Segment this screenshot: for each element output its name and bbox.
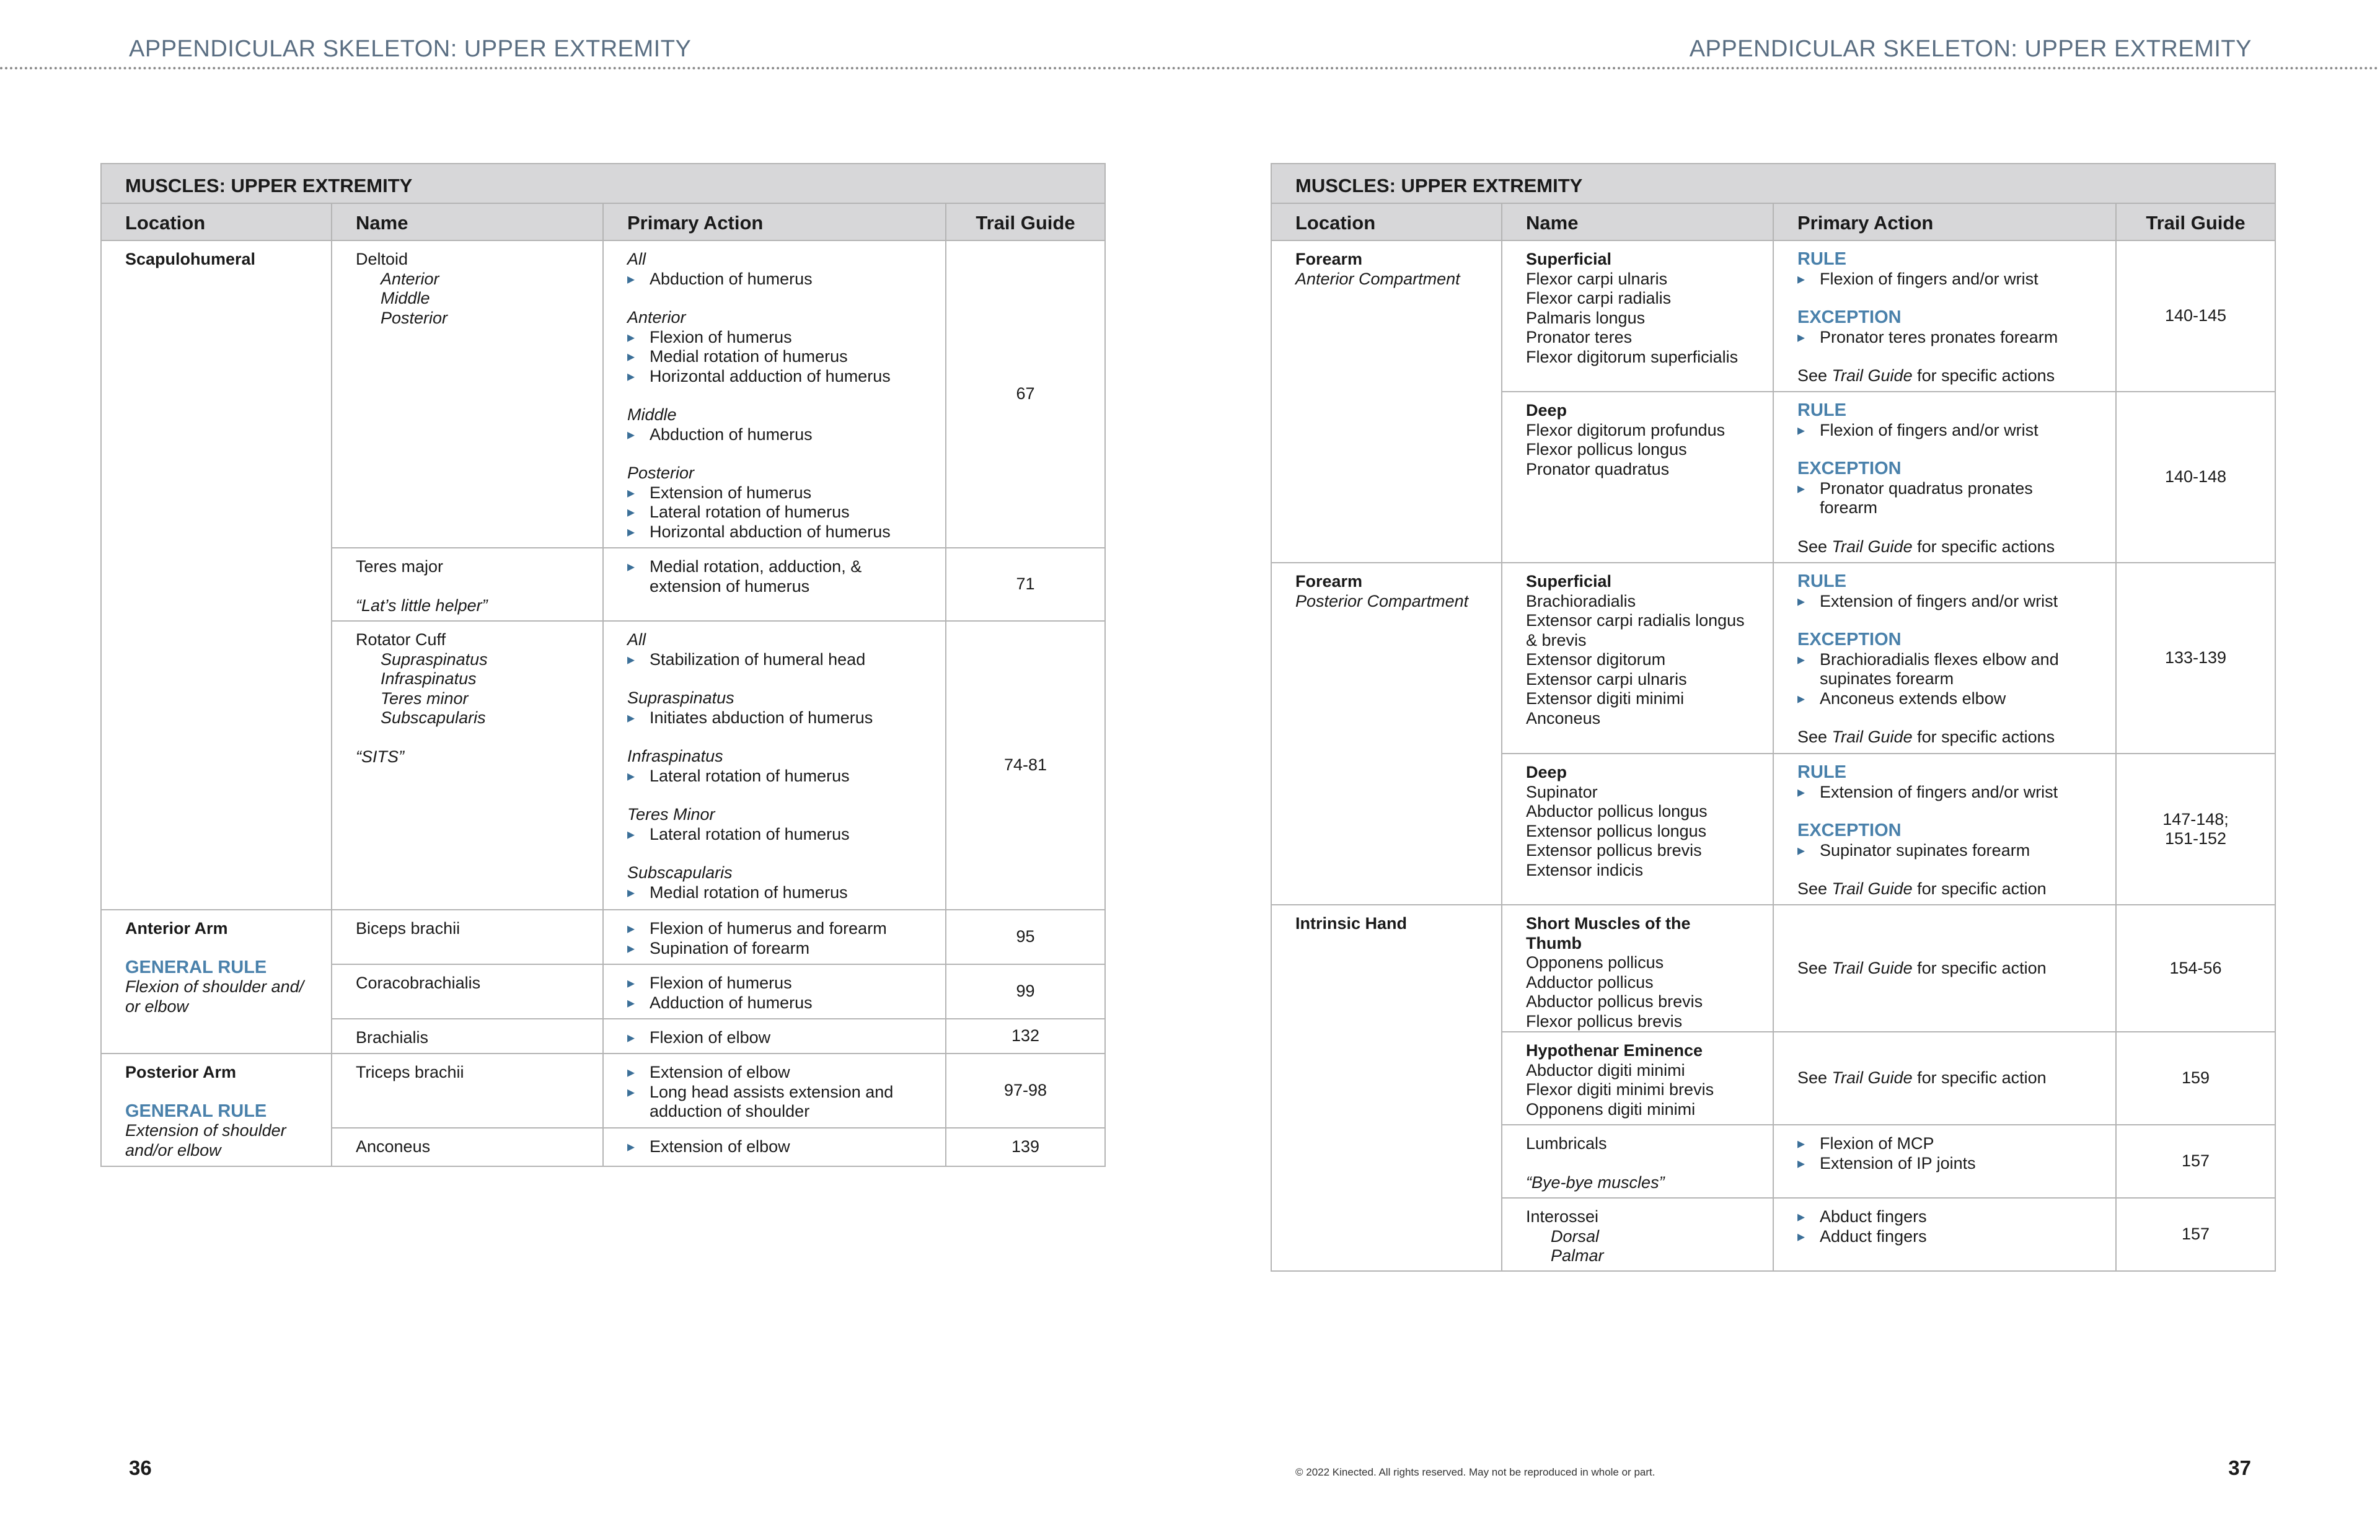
muscle-name: Pronator teres (1526, 328, 1633, 346)
muscle-name: Abductor digiti minimi (1526, 1060, 1685, 1080)
location-title: Scapulohumeral (125, 250, 256, 268)
action-cell (1773, 240, 2116, 392)
action-item: ▸ Lateral rotation of humerus (627, 767, 922, 786)
action-cell (1773, 392, 2116, 563)
muscle-name: Opponens digiti minimi (1526, 1099, 1696, 1119)
name-cell (332, 621, 603, 910)
action-group-label: All (627, 630, 646, 649)
action-cell (603, 240, 946, 548)
action-group-label: Middle (627, 405, 677, 424)
see-trail-guide-note: See Trail Guide for specific actions (1797, 366, 2055, 385)
action-cell (603, 1128, 946, 1166)
muscle-subpart: Dorsal (1551, 1226, 1600, 1246)
table-row (1271, 563, 2275, 754)
location-title: Anterior Arm (125, 919, 228, 938)
col-header-trail-guide: Trail Guide (2116, 203, 2275, 240)
action-item: ▸ Supinator supinates forearm (1797, 841, 2092, 861)
action-item: ▸ Flexion of fingers and/or wrist (1797, 270, 2092, 289)
muscle-nickname: “Bye-bye muscles” (1526, 1173, 1665, 1192)
muscle-name: Pronator quadratus (1526, 459, 1670, 478)
action-item: ▸ Extension of fingers and/or wrist (1797, 783, 2092, 803)
muscle-group-name: Deep (1526, 763, 1567, 781)
muscle-name: Flexor carpi ulnaris (1526, 269, 1668, 288)
muscle-name: Flexor digiti minimi brevis (1526, 1080, 1714, 1099)
action-cell (1773, 1198, 2116, 1271)
action-item: ▸ Medial rotation of humerus (627, 347, 922, 367)
trail-guide-cell: 140-148 (2116, 392, 2275, 563)
action-item: ▸ Flexion of MCP (1797, 1134, 2092, 1154)
name-cell (332, 1128, 603, 1166)
table-row (1271, 905, 2275, 1032)
location-cell (1271, 905, 1502, 1271)
action-cell (603, 548, 946, 621)
name-cell (332, 1019, 603, 1054)
general-rule-label: GENERAL RULE (125, 957, 267, 977)
location-cell (101, 1054, 332, 1166)
rule-label: RULE (1797, 762, 1846, 782)
col-header-name: Name (1502, 203, 1773, 240)
trail-guide-cell: 133-139 (2116, 563, 2275, 754)
col-header-trail-guide: Trail Guide (946, 203, 1105, 240)
rule-label: RULE (1797, 249, 1846, 269)
name-cell (332, 1054, 603, 1128)
muscle-subpart: Infraspinatus (381, 669, 477, 688)
action-item: ▸ Lateral rotation of humerus (627, 503, 922, 522)
table-title: MUSCLES: UPPER EXTREMITY (101, 164, 1105, 203)
action-item: ▸ Flexion of elbow (627, 1028, 922, 1048)
action-cell (603, 621, 946, 910)
action-cell (603, 910, 946, 964)
muscle-name: Brachioradialis (1526, 591, 1636, 610)
trail-guide-line: 151-152 (2164, 829, 2227, 848)
action-item: ▸ Extension of elbow (627, 1063, 922, 1083)
muscle-name: Brachialis (356, 1028, 429, 1047)
muscle-name: Extensor indicis (1526, 860, 1644, 879)
muscle-name: Palmaris longus (1526, 308, 1646, 327)
action-item: ▸ Brachioradialis flexes elbow and supinates forearm (1797, 650, 2092, 689)
action-item: ▸ Stabilization of humeral head (627, 650, 922, 670)
muscle-name: Extensor digiti minimi (1526, 689, 1685, 708)
muscle-name: Extensor carpi ulnaris (1526, 669, 1687, 689)
muscle-nickname: “Lat’s little helper” (356, 596, 488, 615)
trail-guide-cell: 74-81 (946, 621, 1105, 910)
action-item: ▸ Medial rotation of humerus (627, 883, 922, 903)
muscle-name: Extensor pollicus longus (1526, 821, 1707, 840)
col-header-primary-action: Primary Action (603, 203, 946, 240)
trail-guide-cell: 99 (946, 964, 1105, 1019)
trail-guide-line: 147-148; (2162, 809, 2229, 829)
action-item: ▸ Extension of humerus (627, 483, 922, 503)
col-header-location: Location (101, 203, 332, 240)
running-head-right: APPENDICULAR SKELETON: UPPER EXTREMITY (1689, 36, 2252, 62)
table-row (101, 910, 1105, 964)
muscle-name: Flexor digitorum superficialis (1526, 347, 1739, 366)
muscle-group-name: Hypothenar Eminence (1526, 1041, 1703, 1060)
muscle-name: Triceps brachii (356, 1063, 464, 1081)
action-item: ▸ Long head assists extension and adduction of shoulder (627, 1083, 922, 1122)
muscle-name: Flexor pollicus brevis (1526, 1011, 1683, 1031)
muscle-subpart: Subscapularis (381, 708, 486, 727)
table-row (1271, 240, 2275, 392)
exception-label: EXCEPTION (1797, 630, 1902, 649)
trail-guide-cell: 132 (946, 1019, 1105, 1054)
action-item: ▸ Supination of forearm (627, 939, 922, 959)
trail-guide-cell: 140-145 (2116, 240, 2275, 392)
muscle-name: Adductor pollicus (1526, 972, 1654, 992)
table-row (101, 1054, 1105, 1128)
action-item: ▸ Initiates abduction of humerus (627, 708, 922, 728)
action-item: ▸ Extension of IP joints (1797, 1154, 2092, 1174)
muscle-name: Flexor pollicus longus (1526, 440, 1687, 459)
action-item: ▸ Horizontal abduction of humerus (627, 522, 922, 542)
muscle-name: Abductor pollicus longus (1526, 802, 1708, 821)
action-item: ▸ Abduction of humerus (627, 425, 922, 445)
action-group-label: Infraspinatus (627, 747, 723, 765)
general-rule-text: Flexion of shoulder and/ or elbow (125, 977, 304, 1016)
action-group-label: Subscapularis (627, 863, 733, 882)
name-cell (1502, 905, 1773, 1032)
action-item: ▸ Abduct fingers (1797, 1207, 2092, 1227)
action-group-label: All (627, 250, 646, 268)
muscle-name: Flexor digitorum profundus (1526, 420, 1726, 439)
exception-label: EXCEPTION (1797, 307, 1902, 327)
see-trail-guide-note: See Trail Guide for specific actions (1797, 537, 2055, 556)
name-cell (1502, 1032, 1773, 1125)
muscle-name: Lumbricals (1526, 1134, 1607, 1153)
muscle-subpart: Teres minor (381, 689, 469, 708)
muscles-table-right (1271, 163, 2276, 1272)
see-trail-guide-note: See Trail Guide for specific action (1797, 879, 2047, 898)
action-item: ▸ Flexion of humerus (627, 974, 922, 993)
location-cell (101, 240, 332, 910)
name-cell (1502, 392, 1773, 563)
rule-label: RULE (1797, 400, 1846, 420)
table-title: MUSCLES: UPPER EXTREMITY (1271, 164, 2275, 203)
name-cell (1502, 240, 1773, 392)
muscle-name: Extensor pollicus brevis (1526, 841, 1702, 860)
action-cell (1773, 563, 2116, 754)
location-compartment: Anterior Compartment (1295, 269, 1460, 288)
action-item: ▸ Pronator teres pronates forearm (1797, 328, 2092, 348)
name-cell (1502, 563, 1773, 754)
name-cell (332, 910, 603, 964)
action-item: ▸ Adduction of humerus (627, 993, 922, 1013)
page-number-left: 36 (129, 1456, 152, 1479)
muscle-name: Anconeus (1526, 708, 1601, 728)
trail-guide-cell (2116, 754, 2275, 905)
trail-guide-cell: 139 (946, 1128, 1105, 1166)
action-item: ▸ Medial rotation, adduction, & extension of humerus (627, 557, 922, 596)
muscle-subpart: Palmar (1551, 1246, 1604, 1265)
action-group-label: Teres Minor (627, 805, 715, 824)
muscle-group-name: Short Muscles of the Thumb (1526, 914, 1691, 953)
action-item: ▸ Lateral rotation of humerus (627, 825, 922, 845)
action-group-label: Posterior (627, 464, 695, 482)
muscle-group-name: Superficial (1526, 572, 1612, 591)
location-cell (1271, 563, 1502, 905)
muscle-name: Biceps brachii (356, 919, 461, 938)
see-trail-guide-note: See Trail Guide for specific actions (1797, 728, 2055, 746)
action-item: ▸ Flexion of fingers and/or wrist (1797, 421, 2092, 441)
action-cell (1773, 905, 2116, 1032)
trail-guide-cell: 67 (946, 240, 1105, 548)
muscle-name: Supinator (1526, 782, 1598, 801)
name-cell (1502, 1198, 1773, 1271)
table-row (101, 240, 1105, 548)
col-header-name: Name (332, 203, 603, 240)
action-item: ▸ Horizontal adduction of humerus (627, 367, 922, 387)
see-trail-guide-note: See Trail Guide for specific action (1797, 958, 2047, 977)
action-cell (1773, 1125, 2116, 1198)
action-item: ▸ Abduction of humerus (627, 270, 922, 289)
copyright-notice: © 2022 Kinected. All rights reserved. May not be reproduced in whole or part. (1295, 1466, 1655, 1478)
muscle-name: Rotator Cuff (356, 630, 446, 649)
muscles-table-left (100, 163, 1106, 1167)
name-cell (332, 964, 603, 1019)
muscle-name: Interossei (1526, 1207, 1599, 1226)
action-item: ▸ Pronator quadratus pronates forearm (1797, 479, 2092, 518)
action-cell (1773, 754, 2116, 905)
location-title: Forearm (1295, 250, 1363, 268)
rule-label: RULE (1797, 571, 1846, 591)
action-item: ▸ Anconeus extends elbow (1797, 689, 2092, 709)
action-group-label: Supraspinatus (627, 689, 734, 707)
location-cell (101, 910, 332, 1054)
action-group-label: Anterior (627, 308, 686, 327)
trail-guide-cell: 154-56 (2116, 905, 2275, 1032)
muscle-name: Abductor pollicus brevis (1526, 992, 1703, 1011)
running-head-left: APPENDICULAR SKELETON: UPPER EXTREMITY (129, 36, 692, 62)
name-cell (1502, 754, 1773, 905)
muscle-group-name: Deep (1526, 401, 1567, 420)
trail-guide-cell: 157 (2116, 1198, 2275, 1271)
muscle-name: Flexor carpi radialis (1526, 289, 1672, 307)
page-number-right: 37 (2228, 1456, 2251, 1479)
location-cell (1271, 240, 1502, 563)
action-cell (1773, 1032, 2116, 1125)
muscle-name: Anconeus (356, 1137, 431, 1156)
exception-label: EXCEPTION (1797, 459, 1902, 478)
header-dotted-rule (0, 67, 2380, 69)
muscle-name: Teres major (356, 557, 444, 576)
action-item: ▸ Adduct fingers (1797, 1227, 2092, 1247)
action-cell (603, 964, 946, 1019)
muscle-name: Extensor digitorum (1526, 650, 1666, 669)
muscle-subpart: Supraspinatus (381, 649, 488, 669)
name-cell (332, 240, 603, 548)
muscle-name: Deltoid (356, 250, 408, 268)
name-cell (1502, 1125, 1773, 1198)
name-cell (332, 548, 603, 621)
action-item: ▸ Flexion of humerus and forearm (627, 919, 922, 939)
action-item: ▸ Flexion of humerus (627, 328, 922, 348)
exception-label: EXCEPTION (1797, 821, 1902, 840)
muscle-group-name: Superficial (1526, 250, 1612, 268)
general-rule-text: Extension of shoulder and/or elbow (125, 1121, 286, 1159)
action-item: ▸ Extension of fingers and/or wrist (1797, 592, 2092, 612)
muscle-subpart: Anterior (381, 269, 439, 288)
trail-guide-cell: 71 (946, 548, 1105, 621)
col-header-primary-action: Primary Action (1773, 203, 2116, 240)
muscle-subpart: Middle (381, 289, 430, 307)
muscle-name: Opponens pollicus (1526, 953, 1664, 972)
trail-guide-cell: 157 (2116, 1125, 2275, 1198)
location-title: Intrinsic Hand (1295, 914, 1408, 933)
general-rule-label: GENERAL RULE (125, 1101, 267, 1121)
trail-guide-cell: 97-98 (946, 1054, 1105, 1128)
col-header-location: Location (1271, 203, 1502, 240)
trail-guide-cell: 95 (946, 910, 1105, 964)
location-compartment: Posterior Compartment (1295, 591, 1469, 610)
muscle-nickname: “SITS” (356, 747, 404, 766)
location-title: Posterior Arm (125, 1063, 237, 1081)
muscle-subpart: Posterior (381, 308, 448, 327)
muscle-name: Coracobrachialis (356, 974, 481, 992)
action-item: ▸ Extension of elbow (627, 1137, 922, 1157)
muscle-name: Extensor carpi radialis longus & brevis (1526, 611, 1745, 649)
action-cell (603, 1019, 946, 1054)
action-cell (603, 1054, 946, 1128)
trail-guide-cell: 159 (2116, 1032, 2275, 1125)
see-trail-guide-note: See Trail Guide for specific action (1797, 1068, 2047, 1088)
location-title: Forearm (1295, 572, 1363, 591)
